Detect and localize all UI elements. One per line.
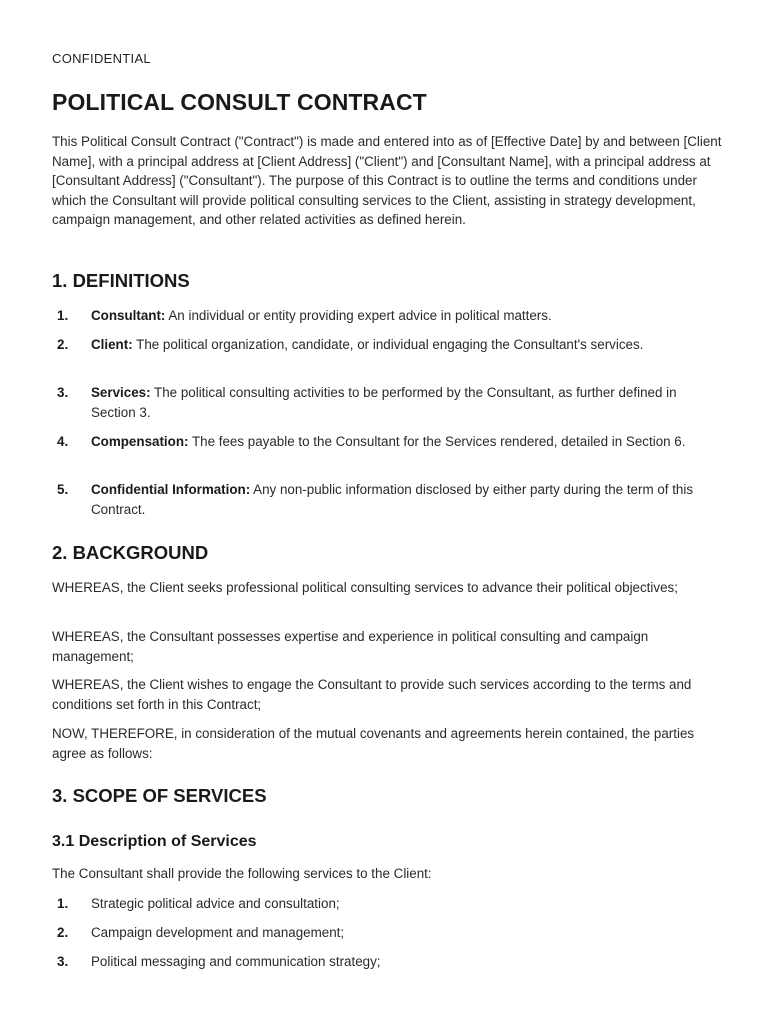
definition-item (52, 432, 718, 452)
definition-item (52, 480, 718, 519)
list-number: 2. (57, 925, 69, 940)
service-text: Political messaging and communication strategy; (91, 954, 381, 969)
definition-text: An individual or entity providing expert advice in political matters. (165, 308, 552, 323)
definition-term: Compensation: (91, 434, 189, 449)
service-text: Campaign development and management; (91, 925, 345, 940)
background-paragraph: WHEREAS, the Client wishes to engage the Consultant to provide such services according to the terms and conditions set forth in this Contract; (52, 677, 692, 712)
list-number: 1. (57, 308, 69, 323)
list-number: 4. (57, 434, 69, 449)
definition-term: Confidential Information: (91, 482, 251, 497)
service-item (52, 952, 718, 972)
background-paragraph: WHEREAS, the Client seeks professional political consulting services to advance their political objectives; (52, 580, 678, 595)
list-number: 3. (57, 385, 69, 400)
section-heading-definitions: 1. DEFINITIONS (52, 270, 190, 291)
subsection-heading-description: 3.1 Description of Services (52, 833, 257, 850)
definition-term: Services: (91, 385, 151, 400)
definition-text: The fees payable to the Consultant for the Services rendered, detailed in Section 6. (188, 434, 686, 449)
scope-lead-paragraph: The Consultant shall provide the following services to the Client: (52, 866, 432, 881)
background-paragraph: NOW, THEREFORE, in consideration of the mutual covenants and agreements herein contained, the parties agree as follows: (52, 726, 695, 761)
definition-term: Consultant: (91, 308, 166, 323)
definition-item (52, 306, 718, 326)
service-item (52, 923, 718, 943)
definition-text: Any non-public information disclosed by either party during the term of this Contract. (91, 482, 694, 517)
definition-item (52, 335, 718, 355)
definition-item (52, 383, 718, 422)
document-title: POLITICAL CONSULT CONTRACT (52, 89, 427, 115)
confidential-label: CONFIDENTIAL (52, 51, 151, 66)
service-item (52, 894, 718, 914)
section-heading-scope: 3. SCOPE OF SERVICES (52, 785, 267, 806)
list-number: 2. (57, 337, 69, 352)
service-text: Strategic political advice and consultation; (91, 896, 340, 911)
list-number: 5. (57, 482, 69, 497)
definition-text: The political consulting activities to be performed by the Consultant, as further defined in Section 3. (91, 385, 677, 420)
list-number: 3. (57, 954, 69, 969)
definition-term: Client: (91, 337, 133, 352)
intro-paragraph: This Political Consult Contract ("Contract") is made and entered into as of [Effective Date] by and between [Client Name], with a principal address at [Client Address] ("Client") and [Consultant Name], with a principal address at [Consultant Address] ("Consultant"). The purpose of this Contract is to outline the terms and conditions under which the Consultant will provide political consulting services to the Client, assisting in strategy development, campaign management, and other related activities as defined herein. (52, 134, 722, 227)
definition-text: The political organization, candidate, or individual engaging the Consultant's services. (132, 337, 644, 352)
section-heading-background: 2. BACKGROUND (52, 542, 209, 563)
list-number: 1. (57, 896, 69, 911)
background-paragraph: WHEREAS, the Consultant possesses expertise and experience in political consulting and campaign management; (52, 629, 649, 664)
